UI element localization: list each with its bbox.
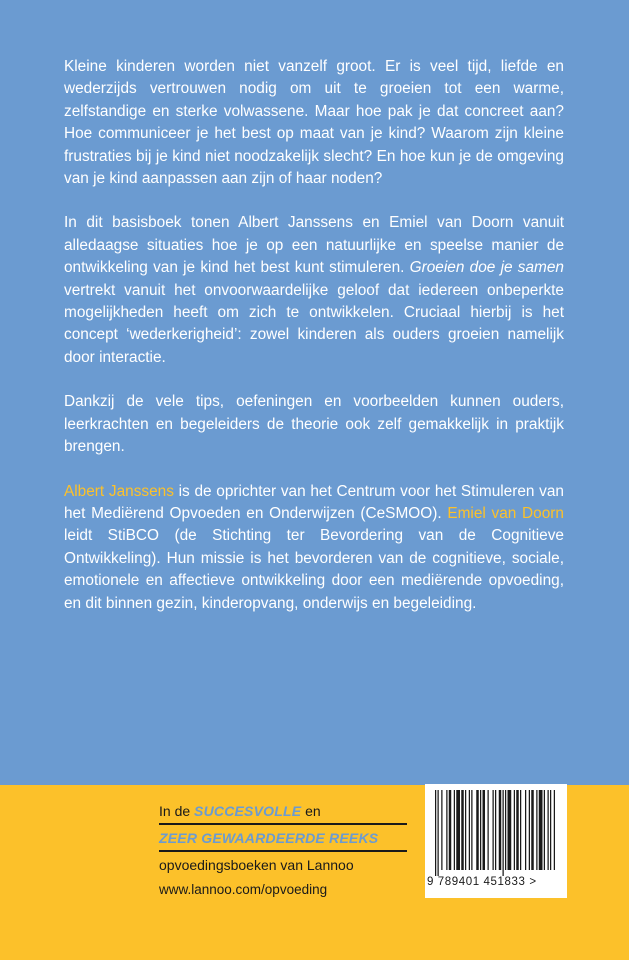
barcode-bar [531, 790, 534, 870]
barcode-bar [454, 790, 455, 870]
barcode-bar [499, 790, 502, 870]
series-prefix: In de [159, 803, 195, 819]
barcode-bar [461, 790, 464, 870]
divider [159, 850, 407, 852]
barcode-bar [449, 790, 452, 870]
barcode-bar [536, 790, 537, 870]
series-highlight-reeks: ZEER GEWAARDEERDE REEKS [159, 830, 379, 846]
barcode-bar [529, 790, 530, 870]
barcode-bar [471, 790, 472, 870]
blurb-paragraph-intro: Kleine kinderen worden niet vanzelf groot. Er is veel tijd, liefde en wederzijds vertrouwen nodig om uit te groeien tot een warme, zelfstandige en sterke volwassene. Maar hoe pak je dat concreet aan? Hoe communiceer je het best op maat van je kind? Waarom zijn kleine frustraties bij je kind niet noodzakelijk slecht? En hoe kun je de omgeving van je kind aanpassen aan zijn of haar noden? [64, 58, 564, 188]
barcode-bar [476, 790, 479, 870]
blurb-text: is de oprichter van het Centrum voor het Stimuleren van het Mediërend Opvoeden en Onderwijzen (CeSMOO). [64, 482, 564, 522]
author-name-emiel: Emiel van Doorn [447, 504, 564, 522]
book-title: Groeien doe je samen [409, 259, 564, 277]
barcode-digits: 9 789401 451833 > [427, 876, 537, 888]
barcode-bar [548, 790, 549, 870]
series-line-1 [159, 800, 409, 822]
barcode-bar [483, 790, 486, 870]
barcode-bar [488, 790, 489, 870]
barcode-bar [520, 790, 521, 870]
barcode-bar [525, 790, 526, 870]
barcode-bar [493, 790, 494, 870]
cover-blurb [64, 56, 564, 637]
barcode-bar [435, 790, 436, 876]
barcode-bar [438, 790, 439, 876]
barcode-bar [550, 790, 551, 870]
divider [159, 823, 407, 825]
barcode-bar [446, 790, 447, 870]
barcode-bar [503, 790, 504, 876]
barcode-bar [469, 790, 470, 870]
blurb-text: leidt StiBCO (de Stichting ter Bevordering van de Cognitieve Ontwikkeling). Hun missie is het bevorderen van de cognitieve, sociale, emotionele en affectieve ontwikkeling door een mediërende opvoeding, en dit binnen gezin, kinderopvang, onderwijs en begeleiding. [64, 527, 564, 612]
barcode-bar [505, 790, 506, 870]
series-line-2 [159, 827, 409, 849]
barcode-bar [441, 790, 442, 870]
barcode-bars [425, 784, 567, 880]
barcode-bar [480, 790, 481, 870]
series-line-3: opvoedingsboeken van Lannoo [159, 857, 354, 873]
blurb-text: vertrekt vanuit het onvoorwaardelijke geloof dat iedereen onbeperkte mogelijkheden heeft om zich te ontwikkelen. Cruciaal hierbij is het concept ‘wederkerigheid’: zowel kinderen als ouders groeien namelijk door interactie. [64, 281, 564, 366]
blurb-paragraph-book [64, 212, 564, 369]
barcode-bar [514, 790, 515, 870]
barcode-bar [516, 790, 519, 870]
isbn-barcode [425, 784, 567, 898]
barcode-bar [495, 790, 496, 870]
blurb-paragraph-authors [64, 481, 564, 615]
barcode-bar [554, 790, 555, 870]
barcode-bar [456, 790, 460, 870]
blurb-paragraph-tips: Dankzij de vele tips, oefeningen en voorbeelden kunnen ouders, leerkrachten en begeleiders de theorie ook zelf gemakkelijk in praktijk brengen. [64, 393, 564, 456]
author-name-albert: Albert Janssens [64, 482, 174, 500]
series-joiner: en [301, 803, 321, 819]
barcode-bar [544, 790, 545, 870]
barcode-bar [465, 790, 466, 870]
series-statement [159, 800, 409, 876]
barcode-bar [508, 790, 512, 870]
blurb-text: In dit basisboek tonen Albert Janssens en Emiel van Doorn vanuit alledaagse situaties hoe je op een natuurlijke en speelse manier de ontwikkeling van je kind het best kunt stimuleren. [64, 214, 564, 277]
barcode-bar [539, 790, 543, 870]
publisher-url: www.lannoo.com/opvoeding [159, 882, 328, 897]
series-highlight-succesvolle: SUCCESVOLLE [194, 803, 302, 819]
